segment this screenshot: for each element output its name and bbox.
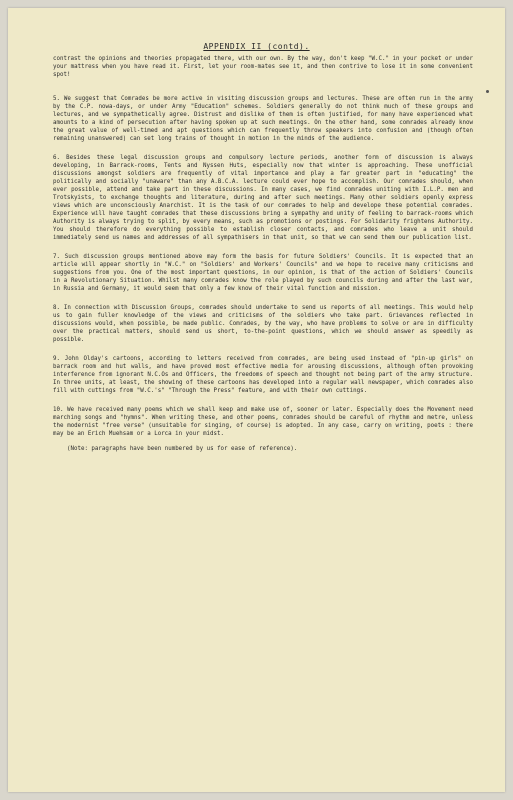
paragraph-continuation: contrast the opinions and theories propagated there, with our own. By the way, don't keep "W.C." in your pocket or under your mattress when you have read it. First, let your room-mates see it, and then contrive to lose it in some convenient spot! [53,56,473,78]
editor-note: (Note: paragraphs have been numbered by us for ease of reference). [67,446,298,452]
paragraph-6: 6. Besides these legal discussion groups and compulsory lecture periods, another form of discussion is always developing, in Barrack-rooms, Tents and Nyssen Huts, especially now that winter is approaching. These unofficial discussions amongst soldiers are frequently of vital importance and play a far greater part in "educating" the politically and socially "unaware" than any A.B.C.A. lecture could ever hope to accomplish. Our comrades should, when ever possible, attend and take part in these discussions. In many cases, we find comrades uniting with I.L.P. men and Trotskyists, to exchange thoughts and literature, during and after such meetings. Many other soldiers openly express views which are unconsciously Anarchist. It is the task of our comrades to help and develope these potential comrades. Experience will have taught comrades that these discussions bring a sympathy and unity of feeling to barrack-rooms which Authority is always trying to split, by every means, such as promotions or postings. For Solidarity frightens Authority. You should therefore do everything possible to establish closer contacts, and comrades who leave a unit should immediately send us names and addresses of all sympathisers in that unit, so that we can send them our publication list. [53,155,473,241]
document-body [53,55,473,464]
paragraph-8: 8. In connection with Discussion Groups, comrades should undertake to send us reports of all meetings. This would help us to gain fuller knowledge of the views and criticisms of the soldiers who take part. Grievances reflected in discussions would, when possible, be made public. Comrades, by the way, who have problems to solve or are in difficulty over the practical matters, should send us short, to-the-point questions, which we should answer as speedily as possible. [53,305,473,343]
appendix-heading-text: APPENDIX II (contd). [203,42,310,51]
paragraph-9: 9. John Olday's cartoons, according to letters received from comrades, are being used instead of "pin-up girls" on barrack room and hut walls, and have proved most effective media for arousing discussions, although often provoking interference from ignorant N.C.Os and Officers, the freedoms of speech and thought not being part of the army structure. In three units, at least, the showing of these cartoons has developed into a regular wall newspaper, which comrades also fill with cuttings from "W.C.'s" "Through the Press" feature, and with their own cuttings. [53,356,473,394]
paragraph-5: 5. We suggest that Comrades be more active in visiting discussion groups and lectures. These are often run in the army by the C.P. nowa-days, or under Army "Education" schemes. Soldiers generally do not think much of these groups and lectures, and we sympathetically agree. Distrust and dislike of them is often justified, for many have experienced what amounts to a kind of persecution after having spoken up at such meetings. On the other hand, some comrades already know the great value of well-timed and apt questions which can frequently throw speakers into confusion and (though often remaining unanswered) can set long trains of thought in motion in the minds of the audience. [53,96,473,142]
appendix-heading [8,42,505,51]
ink-spot-mark [486,90,489,93]
paragraph-7: 7. Such discussion groups mentioned above may form the basis for future Soldiers' Councils. It is expected that an article will appear shortly in "W.C." on "Soldiers' and Workers' Councils" and we hope to receive many criticisms and suggestions from you. One of the most important questions, in our opinion, is that of the action of Soldiers' Councils in a Revolutionary Situation. Whilst many comrades know the role played by such councils during and after the last war, in Russia and Germany, it would seem that only a few know of their vital function and mission. [53,254,473,292]
document-page [8,8,505,792]
paragraph-10: 10. We have received many poems which we shall keep and make use of, sooner or later. Especially does the Movement need marching songs and "hymns". When writing these, and other poems, comrades should be careful of rhythm and metre, unless the modernist "free verse" (unsuitable for singing, of course) is adopted. In any case, carry on writing, poets : there may be an Erich Muehsam or a Lorca in your midst. [53,407,473,437]
